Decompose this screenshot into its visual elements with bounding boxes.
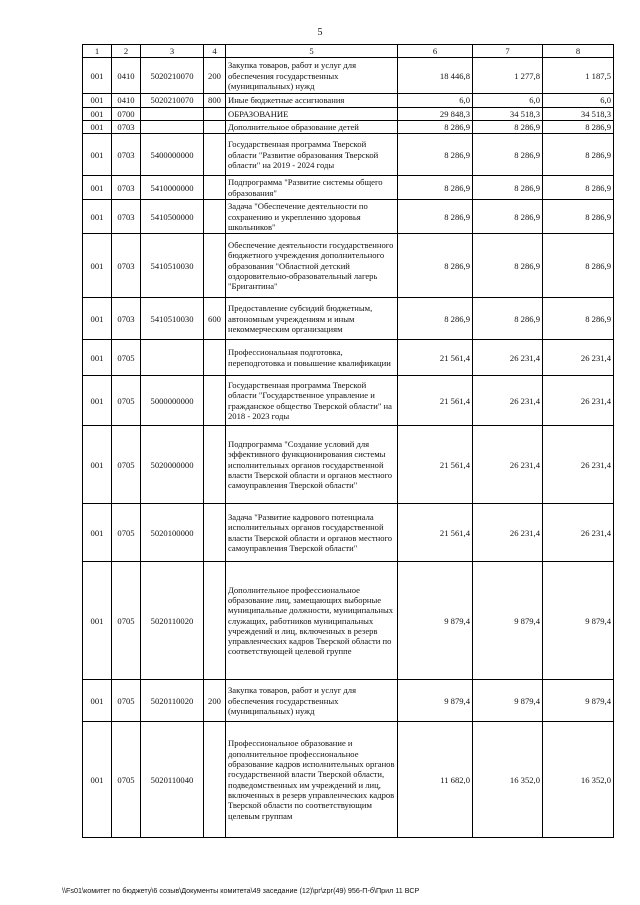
code-cell: 001 xyxy=(83,120,112,133)
header-cell: 4 xyxy=(204,45,226,58)
value-cell: 26 231,4 xyxy=(543,426,614,504)
code-cell: 001 xyxy=(83,722,112,838)
target-article-cell: 5000000000 xyxy=(141,376,204,426)
expense-type-cell xyxy=(204,176,226,200)
description-cell: Задача "Обеспечение деятельности по сохранению и укреплению здоровья школьников" xyxy=(226,200,398,234)
header-cell: 2 xyxy=(112,45,141,58)
value-cell: 16 352,0 xyxy=(543,722,614,838)
header-cell: 5 xyxy=(226,45,398,58)
section-cell: 0703 xyxy=(112,134,141,176)
target-article-cell: 5410500000 xyxy=(141,200,204,234)
value-cell: 26 231,4 xyxy=(543,504,614,562)
description-cell: Закупка товаров, работ и услуг для обеспечения государственных (муниципальных) нужд xyxy=(226,680,398,722)
table-row xyxy=(83,120,614,133)
header-cell: 6 xyxy=(398,45,473,58)
description-cell: Предоставление субсидий бюджетным, автономным учреждениям и иным некоммерческим организациям xyxy=(226,298,398,340)
value-cell: 21 561,4 xyxy=(398,426,473,504)
table-row xyxy=(83,680,614,722)
description-cell: Иные бюджетные ассигнования xyxy=(226,94,398,107)
section-cell: 0705 xyxy=(112,722,141,838)
target-article-cell: 5020110020 xyxy=(141,562,204,680)
header-cell: 7 xyxy=(473,45,543,58)
table-row xyxy=(83,134,614,176)
section-cell: 0703 xyxy=(112,298,141,340)
value-cell: 29 848,3 xyxy=(398,107,473,120)
header-cell: 1 xyxy=(83,45,112,58)
table-row xyxy=(83,107,614,120)
expense-type-cell xyxy=(204,134,226,176)
value-cell: 8 286,9 xyxy=(398,176,473,200)
section-cell: 0705 xyxy=(112,426,141,504)
expense-type-cell: 800 xyxy=(204,94,226,107)
value-cell: 26 231,4 xyxy=(473,340,543,376)
code-cell: 001 xyxy=(83,298,112,340)
expense-type-cell xyxy=(204,107,226,120)
target-article-cell: 5400000000 xyxy=(141,134,204,176)
table-row xyxy=(83,94,614,107)
expense-type-cell xyxy=(204,722,226,838)
value-cell: 26 231,4 xyxy=(473,504,543,562)
value-cell: 21 561,4 xyxy=(398,340,473,376)
header-cell: 3 xyxy=(141,45,204,58)
value-cell: 8 286,9 xyxy=(473,298,543,340)
section-cell: 0703 xyxy=(112,176,141,200)
table-row xyxy=(83,58,614,94)
value-cell: 8 286,9 xyxy=(398,134,473,176)
description-cell: Обеспечение деятельности государственного бюджетного учреждения дополнительного образования "Областной детский оздоровительно-образовательный лагерь "Бригантина" xyxy=(226,234,398,298)
value-cell: 8 286,9 xyxy=(543,298,614,340)
header-row xyxy=(83,45,614,58)
expense-type-cell xyxy=(204,376,226,426)
expense-type-cell xyxy=(204,120,226,133)
value-cell: 8 286,9 xyxy=(398,298,473,340)
value-cell: 9 879,4 xyxy=(543,680,614,722)
value-cell: 8 286,9 xyxy=(543,234,614,298)
value-cell: 8 286,9 xyxy=(543,120,614,133)
description-cell: Задача "Развитие кадрового потенциала исполнительных органов государственной власти Тверской области и органов местного самоуправления Тверской области" xyxy=(226,504,398,562)
budget-table xyxy=(82,44,614,838)
table-row xyxy=(83,722,614,838)
section-cell: 0410 xyxy=(112,94,141,107)
value-cell: 26 231,4 xyxy=(473,426,543,504)
section-cell: 0705 xyxy=(112,340,141,376)
section-cell: 0410 xyxy=(112,58,141,94)
value-cell: 11 682,0 xyxy=(398,722,473,838)
value-cell: 21 561,4 xyxy=(398,376,473,426)
target-article-cell: 5410510030 xyxy=(141,298,204,340)
value-cell: 8 286,9 xyxy=(473,176,543,200)
value-cell: 8 286,9 xyxy=(473,234,543,298)
target-article-cell: 5020000000 xyxy=(141,426,204,504)
value-cell: 8 286,9 xyxy=(398,200,473,234)
expense-type-cell xyxy=(204,200,226,234)
value-cell: 34 518,3 xyxy=(473,107,543,120)
value-cell: 8 286,9 xyxy=(543,134,614,176)
table-row xyxy=(83,234,614,298)
table-row xyxy=(83,176,614,200)
code-cell: 001 xyxy=(83,134,112,176)
target-article-cell: 5020210070 xyxy=(141,94,204,107)
value-cell: 16 352,0 xyxy=(473,722,543,838)
value-cell: 26 231,4 xyxy=(543,340,614,376)
expense-type-cell: 200 xyxy=(204,680,226,722)
code-cell: 001 xyxy=(83,376,112,426)
description-cell: Дополнительное профессиональное образование лиц, замещающих выборные муниципальные должности, муниципальных служащих, работников муниципальных учреждений и лиц, включенных в резерв управленческих кадров Тверской области по соответствующей целевой группе xyxy=(226,562,398,680)
value-cell: 8 286,9 xyxy=(543,200,614,234)
value-cell: 6,0 xyxy=(473,94,543,107)
value-cell: 9 879,4 xyxy=(543,562,614,680)
target-article-cell xyxy=(141,340,204,376)
table-row xyxy=(83,298,614,340)
expense-type-cell: 200 xyxy=(204,58,226,94)
value-cell: 1 277,8 xyxy=(473,58,543,94)
value-cell: 26 231,4 xyxy=(543,376,614,426)
value-cell: 8 286,9 xyxy=(543,176,614,200)
description-cell: Закупка товаров, работ и услуг для обеспечения государственных (муниципальных) нужд xyxy=(226,58,398,94)
value-cell: 8 286,9 xyxy=(473,120,543,133)
code-cell: 001 xyxy=(83,200,112,234)
value-cell: 18 446,8 xyxy=(398,58,473,94)
value-cell: 9 879,4 xyxy=(398,562,473,680)
target-article-cell: 5410000000 xyxy=(141,176,204,200)
target-article-cell xyxy=(141,107,204,120)
expense-type-cell: 600 xyxy=(204,298,226,340)
section-cell: 0705 xyxy=(112,562,141,680)
target-article-cell: 5410510030 xyxy=(141,234,204,298)
expense-type-cell xyxy=(204,504,226,562)
description-cell: Государственная программа Тверской области "Государственное управление и гражданское общество Тверской области" на 2018 - 2023 годы xyxy=(226,376,398,426)
code-cell: 001 xyxy=(83,94,112,107)
section-cell: 0705 xyxy=(112,680,141,722)
table-row xyxy=(83,562,614,680)
value-cell: 34 518,3 xyxy=(543,107,614,120)
section-cell: 0703 xyxy=(112,200,141,234)
description-cell: Профессиональное образование и дополнительное профессиональное образование кадров исполнительных органов государственной власти Тверской области, подведомственных им учреждений и лиц, включенных в резерв управленческих кадров Тверской области по соответствующим целевым группам xyxy=(226,722,398,838)
table-row xyxy=(83,200,614,234)
value-cell: 6,0 xyxy=(398,94,473,107)
description-cell: Подпрограмма "Развитие системы общего образования" xyxy=(226,176,398,200)
code-cell: 001 xyxy=(83,562,112,680)
expense-type-cell xyxy=(204,426,226,504)
value-cell: 21 561,4 xyxy=(398,504,473,562)
page-number: 5 xyxy=(317,27,323,38)
value-cell: 8 286,9 xyxy=(473,134,543,176)
expense-type-cell xyxy=(204,234,226,298)
header-cell: 8 xyxy=(543,45,614,58)
target-article-cell: 5020210070 xyxy=(141,58,204,94)
description-cell: Дополнительное образование детей xyxy=(226,120,398,133)
value-cell: 6,0 xyxy=(543,94,614,107)
target-article-cell: 5020110020 xyxy=(141,680,204,722)
target-article-cell xyxy=(141,120,204,133)
code-cell: 001 xyxy=(83,504,112,562)
code-cell: 001 xyxy=(83,176,112,200)
table-row xyxy=(83,340,614,376)
section-cell: 0705 xyxy=(112,376,141,426)
target-article-cell: 5020100000 xyxy=(141,504,204,562)
table-row xyxy=(83,504,614,562)
description-cell: Подпрограмма "Создание условий для эффективного функционирования системы исполнительных органов государственной власти Тверской области и органов местного самоуправления Тверской области" xyxy=(226,426,398,504)
code-cell: 001 xyxy=(83,107,112,120)
description-cell: Профессиональная подготовка, переподготовка и повышение квалификации xyxy=(226,340,398,376)
value-cell: 8 286,9 xyxy=(398,120,473,133)
section-cell: 0703 xyxy=(112,234,141,298)
target-article-cell: 5020110040 xyxy=(141,722,204,838)
section-cell: 0703 xyxy=(112,120,141,133)
footer-file-path: \\Fs01\комитет по бюджету\6 созыв\Документы комитета\49 заседание (12)\рг\zрг(49) 956-П-б\Прил 11 ВСР xyxy=(62,886,420,895)
code-cell: 001 xyxy=(83,680,112,722)
value-cell: 9 879,4 xyxy=(473,562,543,680)
expense-type-cell xyxy=(204,562,226,680)
value-cell: 1 187,5 xyxy=(543,58,614,94)
code-cell: 001 xyxy=(83,58,112,94)
description-cell: Государственная программа Тверской области "Развитие образования Тверской области" на 2019 - 2024 годы xyxy=(226,134,398,176)
code-cell: 001 xyxy=(83,426,112,504)
value-cell: 9 879,4 xyxy=(398,680,473,722)
table-row xyxy=(83,376,614,426)
value-cell: 9 879,4 xyxy=(473,680,543,722)
value-cell: 8 286,9 xyxy=(473,200,543,234)
code-cell: 001 xyxy=(83,234,112,298)
description-cell: ОБРАЗОВАНИЕ xyxy=(226,107,398,120)
value-cell: 26 231,4 xyxy=(473,376,543,426)
section-cell: 0700 xyxy=(112,107,141,120)
expense-type-cell xyxy=(204,340,226,376)
code-cell: 001 xyxy=(83,340,112,376)
table-row xyxy=(83,426,614,504)
section-cell: 0705 xyxy=(112,504,141,562)
value-cell: 8 286,9 xyxy=(398,234,473,298)
